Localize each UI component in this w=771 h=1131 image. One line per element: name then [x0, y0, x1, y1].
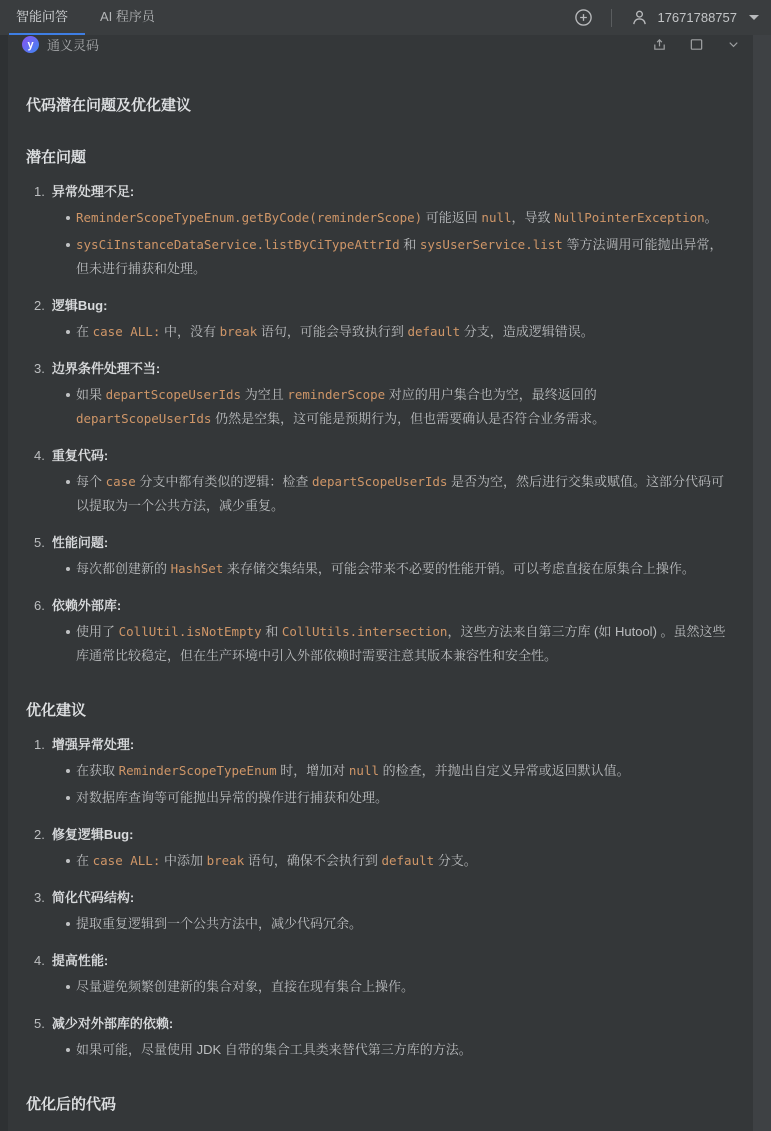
window-icon[interactable]	[689, 37, 704, 52]
list-item: 6. 依赖外部库:	[34, 598, 122, 613]
bullet-list	[26, 759, 735, 810]
bullet-item: 使用了 CollUtil.isNotEmpty 和 CollUtils.intersection，这些方法来自第三方库 (如 Hutool) 。虽然这些库通常比较稳定，但在生产环境中引入外部依赖时需要注意其版本兼容性和安全性。	[26, 620, 735, 668]
message-header	[8, 35, 753, 57]
chat-panel	[8, 35, 753, 1131]
collapse-icon[interactable]	[726, 37, 741, 52]
bullet-list	[26, 620, 735, 668]
person-icon[interactable]	[630, 8, 649, 27]
ordered-list	[26, 733, 735, 1062]
bullet-list	[26, 849, 735, 873]
top-bar	[0, 0, 771, 35]
bullet-list	[26, 975, 735, 999]
assistant-name: 通义灵码	[47, 38, 100, 53]
bullet-list	[26, 320, 735, 344]
list-item: 3. 边界条件处理不当:	[34, 361, 161, 376]
list-item: 2. 逻辑Bug:	[34, 298, 108, 313]
assistant-logo-icon: y	[22, 36, 39, 53]
right-gutter[interactable]	[753, 35, 771, 1131]
main-frame	[0, 35, 771, 1131]
section-heading: 优化建议	[26, 702, 87, 719]
bullet-item: 在获取 ReminderScopeTypeEnum 时，增加对 null 的检查，并抛出自定义异常或返回默认值。	[26, 759, 735, 783]
bullet-list	[26, 912, 735, 936]
list-item: 4. 提高性能:	[34, 953, 109, 968]
bullet-list	[26, 383, 735, 431]
bullet-list	[26, 470, 735, 518]
bullet-item: 每个 case 分支中都有类似的逻辑：检查 departScopeUserIds 是否为空，然后进行交集或赋值。这部分代码可以提取为一个公共方法，减少重复。	[26, 470, 735, 518]
section-heading: 潜在问题	[26, 149, 87, 166]
bullet-item: 提取重复逻辑到一个公共方法中，减少代码冗余。	[26, 912, 735, 936]
bullet-item: 每次都创建新的 HashSet 来存储交集结果，可能会带来不必要的性能开销。可以考虑直接在原集合上操作。	[26, 557, 735, 581]
list-item: 4. 重复代码:	[34, 448, 109, 463]
plus-circle-icon[interactable]	[574, 8, 593, 27]
account-number[interactable]: 17671788757	[657, 10, 737, 25]
page-title: 代码潜在问题及优化建议	[26, 97, 192, 114]
bullet-item: 对数据库查询等可能抛出异常的操作进行捕获和处理。	[26, 786, 735, 810]
export-icon[interactable]	[652, 37, 667, 52]
bullet-list	[26, 1038, 735, 1062]
list-item: 5. 性能问题:	[34, 535, 109, 550]
list-item: 2. 修复逻辑Bug:	[34, 827, 134, 842]
sections	[26, 146, 735, 1062]
list-item: 1. 异常处理不足:	[34, 184, 135, 199]
list-item: 1. 增强异常处理:	[34, 737, 135, 752]
topbar-divider	[611, 9, 612, 27]
tab-ai-programmer[interactable]: AI 程序员	[100, 9, 155, 24]
tab-smart-qa[interactable]: 智能问答	[11, 0, 73, 35]
markdown-content	[8, 94, 753, 1131]
bullet-item: 尽量避免频繁创建新的集合对象，直接在现有集合上操作。	[26, 975, 735, 999]
bullet-list	[26, 206, 735, 281]
code-section-heading: 优化后的代码	[26, 1096, 117, 1113]
bullet-item: 如果可能，尽量使用 JDK 自带的集合工具类来替代第三方库的方法。	[26, 1038, 735, 1062]
bullet-item: 在 case ALL: 中添加 break 语句，确保不会执行到 default 分支。	[26, 849, 735, 873]
bullet-list	[26, 557, 735, 581]
list-item: 5. 减少对外部库的依赖:	[34, 1016, 174, 1031]
bullet-item: ReminderScopeTypeEnum.getByCode(reminderScope) 可能返回 null，导致 NullPointerException。	[26, 206, 735, 230]
bullet-item: sysCiInstanceDataService.listByCiTypeAttrId 和 sysUserService.list 等方法调用可能抛出异常，但未进行捕获和处理。	[26, 233, 735, 281]
caret-down-icon[interactable]	[749, 15, 759, 20]
left-gutter	[0, 35, 8, 1131]
list-item: 3. 简化代码结构:	[34, 890, 135, 905]
ordered-list	[26, 180, 735, 668]
bullet-item: 如果 departScopeUserIds 为空且 reminderScope 对应的用户集合也为空，最终返回的 departScopeUserIds 仍然是空集，这可能是预期行为，但也需要确认是否符合业务需求。	[26, 383, 735, 431]
bullet-item: 在 case ALL: 中，没有 break 语句，可能会导致执行到 default 分支，造成逻辑错误。	[26, 320, 735, 344]
